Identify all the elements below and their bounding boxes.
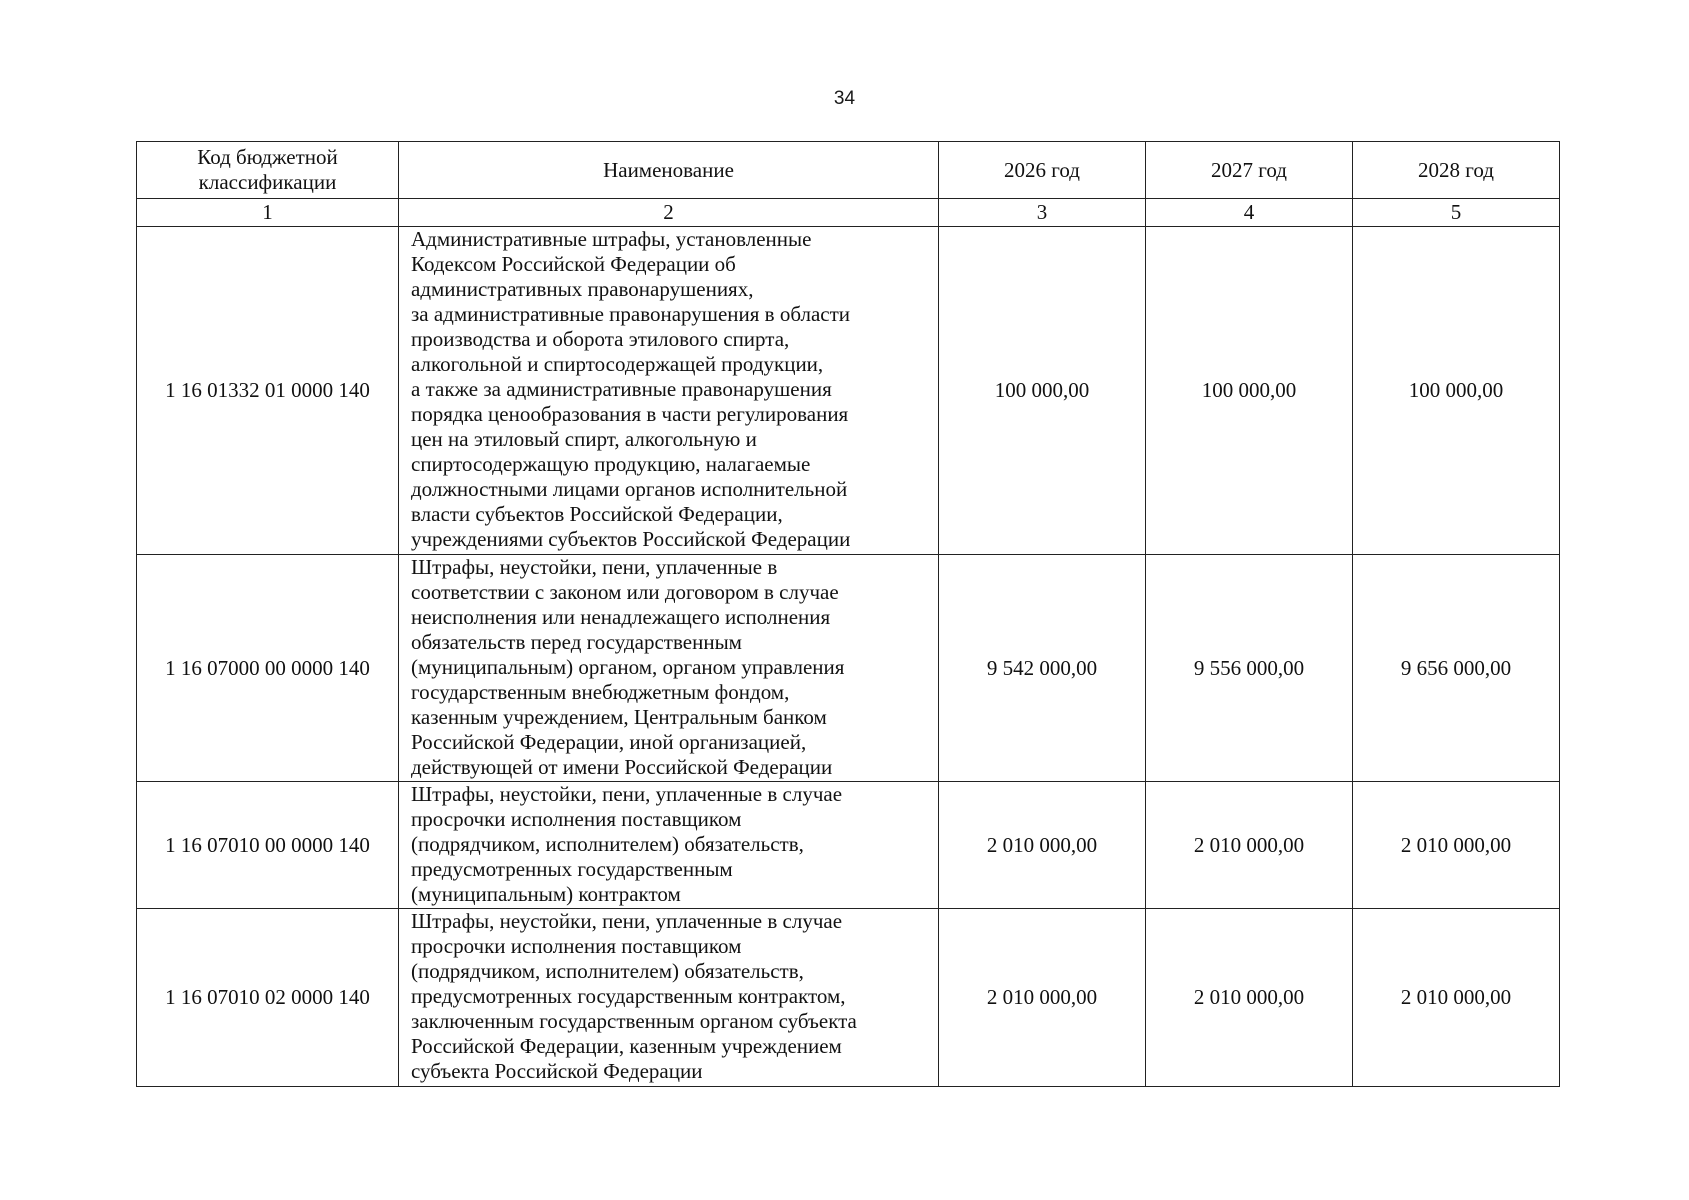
column-number: 5	[1353, 199, 1560, 227]
amount-2028: 2 010 000,00	[1353, 909, 1560, 1087]
header-code: Код бюджетной классификации	[137, 142, 399, 199]
column-number-row	[137, 199, 1560, 227]
amount-2028: 9 656 000,00	[1353, 555, 1560, 782]
item-name: Административные штрафы, установленные Кодексом Российской Федерации об административных правонарушениях, за административные правонарушения в области производства и оборота этилового спирта, алкогольной и спиртосодержащей продукции, а также за административные правонарушения порядка ценообразования в части регулирования цен на этиловый спирт, алкогольную и спиртосодержащую продукцию, налагаемые должностными лицами органов исполнительной власти субъектов Российской Федерации, учреждениями субъектов Российской Федерации	[399, 227, 939, 555]
column-number: 2	[399, 199, 939, 227]
amount-2026: 2 010 000,00	[939, 782, 1146, 909]
amount-2028: 2 010 000,00	[1353, 782, 1560, 909]
amount-2026: 9 542 000,00	[939, 555, 1146, 782]
header-year-2027: 2027 год	[1146, 142, 1353, 199]
table-row	[137, 227, 1560, 555]
amount-2027: 9 556 000,00	[1146, 555, 1353, 782]
budget-code: 1 16 07010 02 0000 140	[137, 909, 399, 1087]
header-name: Наименование	[399, 142, 939, 199]
budget-revenue-table	[136, 141, 1560, 1087]
amount-2028: 100 000,00	[1353, 227, 1560, 555]
amount-2027: 100 000,00	[1146, 227, 1353, 555]
budget-code: 1 16 01332 01 0000 140	[137, 227, 399, 555]
amount-2027: 2 010 000,00	[1146, 909, 1353, 1087]
amount-2027: 2 010 000,00	[1146, 782, 1353, 909]
table-header-row	[137, 142, 1560, 199]
header-year-2028: 2028 год	[1353, 142, 1560, 199]
budget-code: 1 16 07000 00 0000 140	[137, 555, 399, 782]
table-row	[137, 909, 1560, 1087]
column-number: 3	[939, 199, 1146, 227]
page-number: 34	[833, 88, 856, 109]
column-number: 4	[1146, 199, 1353, 227]
column-number: 1	[137, 199, 399, 227]
amount-2026: 100 000,00	[939, 227, 1146, 555]
item-name: Штрафы, неустойки, пени, уплаченные в случае просрочки исполнения поставщиком (подрядчиком, исполнителем) обязательств, предусмотренных государственным (муниципальным) контрактом	[399, 782, 939, 909]
table-row	[137, 782, 1560, 909]
table-row	[137, 555, 1560, 782]
item-name: Штрафы, неустойки, пени, уплаченные в случае просрочки исполнения поставщиком (подрядчиком, исполнителем) обязательств, предусмотренных государственным контрактом, заключенным государственным органом субъекта Российской Федерации, казенным учреждением субъекта Российской Федерации	[399, 909, 939, 1087]
amount-2026: 2 010 000,00	[939, 909, 1146, 1087]
budget-code: 1 16 07010 00 0000 140	[137, 782, 399, 909]
header-year-2026: 2026 год	[939, 142, 1146, 199]
item-name: Штрафы, неустойки, пени, уплаченные в соответствии с законом или договором в случае неисполнения или ненадлежащего исполнения обязательств перед государственным (муниципальным) органом, органом управления государственным внебюджетным фондом, казенным учреждением, Центральным банком Российской Федерации, иной организацией, действующей от имени Российской Федерации	[399, 555, 939, 782]
